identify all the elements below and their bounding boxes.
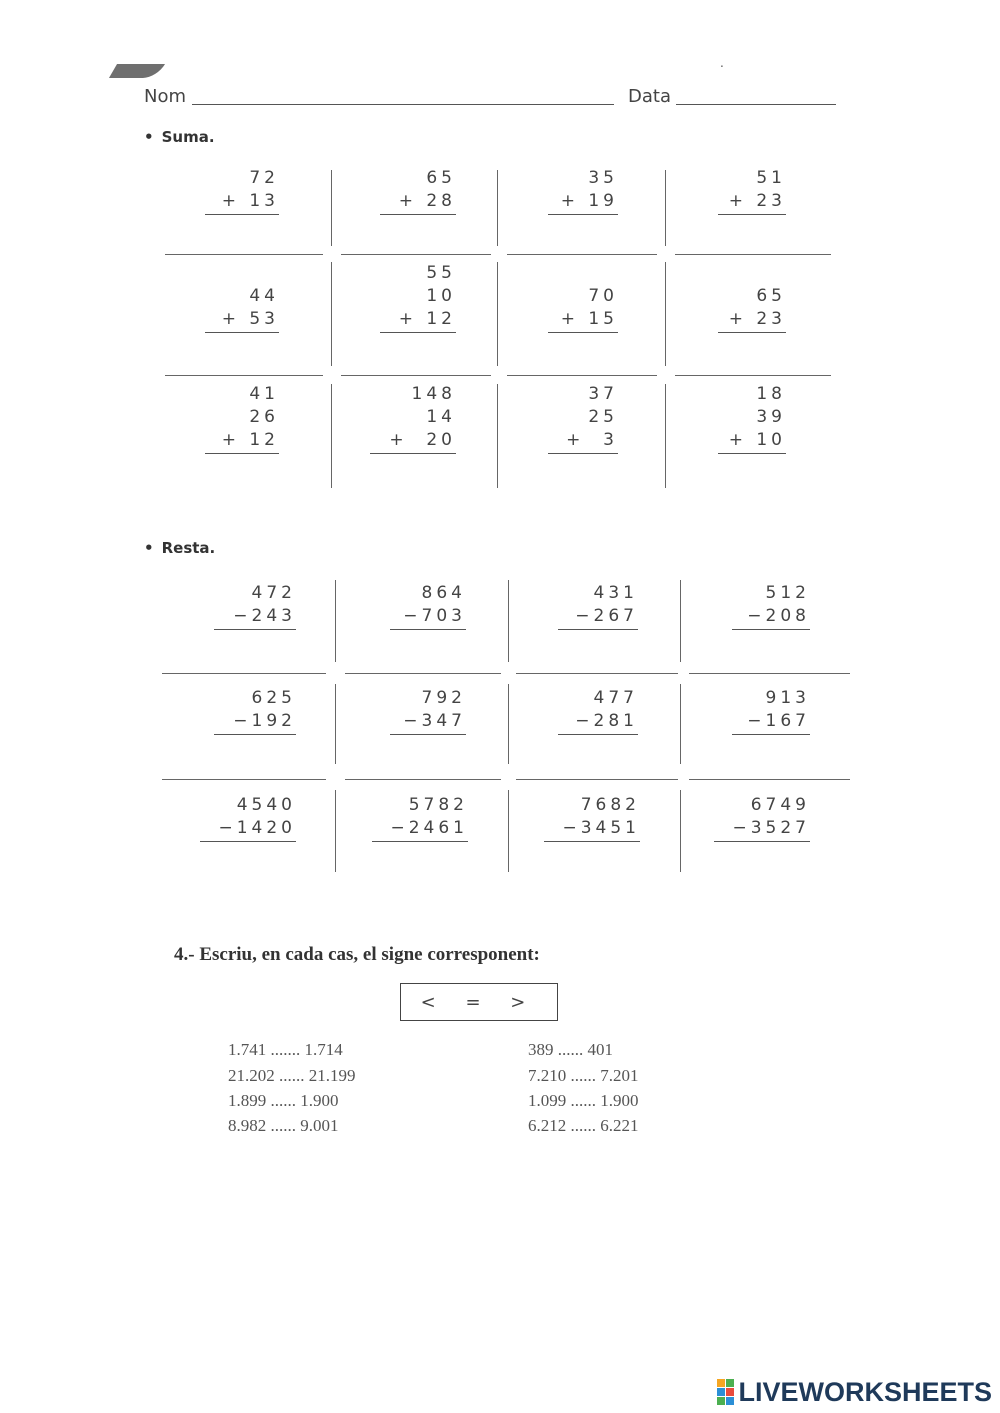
grid-vertical-line [497,170,498,246]
grid-horizontal-line [341,375,491,376]
date-label: Data [628,86,671,107]
logo-blocks-icon [717,1379,734,1405]
grid-horizontal-line [345,673,501,674]
operand: 512 [765,583,810,603]
grid-vertical-line [508,684,509,764]
comparison-6[interactable]: 7.210 ...... 7.201 [528,1066,639,1085]
operand: 39 [756,407,786,427]
answer-field[interactable] [380,215,456,239]
suma-operation [548,168,618,239]
grid-horizontal-line [516,779,678,780]
comparison-1[interactable]: 1.741 ....... 1.714 [228,1040,343,1059]
operand: 792 [421,688,466,708]
suma-operation [718,168,786,239]
grid-vertical-line [665,262,666,366]
answer-field[interactable] [372,842,468,866]
operand: 5782 [408,795,468,815]
answer-field[interactable] [544,842,640,866]
answer-field[interactable] [718,215,786,239]
grid-horizontal-line [162,673,326,674]
operand-with-sign: + 53 [205,309,279,333]
operand-with-sign: + 12 [380,309,456,333]
operand: 431 [593,583,638,603]
operand-with-sign: + 20 [370,430,456,454]
grid-vertical-line [508,790,509,872]
answer-field[interactable] [214,630,296,654]
operand-with-sign: −243 [214,606,296,630]
operand: 35 [588,168,618,188]
grid-horizontal-line [689,673,850,674]
grid-vertical-line [680,790,681,872]
operand-with-sign: + 19 [548,191,618,215]
suma-operation [205,168,279,239]
answer-field[interactable] [548,333,618,357]
grid-horizontal-line [675,375,831,376]
suma-operation [380,263,456,357]
answer-field[interactable] [732,630,810,654]
suma-operation [380,168,456,239]
grid-horizontal-line [689,779,850,780]
suma-operation [205,384,279,478]
operand-with-sign: + 23 [718,191,786,215]
operand: 864 [421,583,466,603]
operand: 472 [251,583,296,603]
answer-field[interactable] [380,333,456,357]
operand: 625 [251,688,296,708]
liveworksheets-logo[interactable] [717,1377,992,1407]
operand: 65 [426,168,456,188]
answer-field[interactable] [548,454,618,478]
resta-operation [714,795,810,866]
resta-operation [214,583,296,654]
answer-field[interactable] [205,454,279,478]
grid-vertical-line [335,684,336,764]
name-label: Nom [144,86,187,107]
answer-field[interactable] [558,735,638,759]
operand-with-sign: + 13 [205,191,279,215]
operand: 41 [249,384,279,404]
grid-horizontal-line [162,779,326,780]
grid-horizontal-line [516,673,678,674]
operand: 4540 [236,795,296,815]
suma-bullet: • [144,128,154,146]
comparison-4[interactable]: 8.982 ...... 9.001 [228,1116,339,1135]
operand: 148 [411,384,456,404]
resta-title [144,539,215,557]
operand: 10 [426,286,456,306]
operand: 37 [588,384,618,404]
grid-vertical-line [497,384,498,488]
operand-with-sign: + 3 [548,430,618,454]
operand-with-sign: −1420 [200,818,296,842]
grid-vertical-line [680,580,681,662]
name-input-line[interactable] [192,104,614,105]
operand-with-sign: −192 [214,711,296,735]
answer-field[interactable] [205,333,279,357]
answer-field[interactable] [714,842,810,866]
operand: 913 [765,688,810,708]
suma-operation [548,384,618,478]
operand-with-sign: −267 [558,606,638,630]
grid-horizontal-line [507,254,657,255]
operand-with-sign: −281 [558,711,638,735]
answer-field[interactable] [390,630,466,654]
comparison-5[interactable]: 389 ...... 401 [528,1040,613,1059]
resta-bullet: • [144,539,154,557]
operand: 26 [249,407,279,427]
operand: 6749 [750,795,810,815]
answer-field[interactable] [718,454,786,478]
operand: 25 [588,407,618,427]
operand: 65 [756,286,786,306]
grid-vertical-line [331,170,332,246]
operand-with-sign: −208 [732,606,810,630]
suma-operation [718,384,786,478]
grid-vertical-line [665,384,666,488]
grid-vertical-line [508,580,509,662]
resta-operation [558,583,638,654]
operand: 477 [593,688,638,708]
operand-with-sign: −703 [390,606,466,630]
resta-operation [390,583,466,654]
answer-field[interactable] [718,333,786,357]
operand-with-sign: −3527 [714,818,810,842]
resta-operation [200,795,296,866]
resta-operation [372,795,468,866]
operand: 14 [426,407,456,427]
grid-horizontal-line [165,254,323,255]
grid-vertical-line [335,790,336,872]
grid-horizontal-line [341,254,491,255]
operand-with-sign: −3451 [544,818,640,842]
suma-title [144,128,215,146]
operand: 44 [249,286,279,306]
header-tick: . [720,56,724,70]
comparison-2[interactable]: 21.202 ...... 21.199 [228,1066,356,1085]
grid-vertical-line [335,580,336,662]
suma-title-text: Suma. [161,128,215,146]
answer-field[interactable] [205,215,279,239]
resta-operation [732,688,810,759]
suma-operation [205,286,279,357]
grid-vertical-line [331,262,332,366]
grid-horizontal-line [675,254,831,255]
resta-operation [732,583,810,654]
operand-with-sign: + 28 [380,191,456,215]
resta-operation [390,688,466,759]
grid-horizontal-line [165,375,323,376]
answer-field[interactable] [390,735,466,759]
operand-with-sign: + 10 [718,430,786,454]
suma-operation [718,286,786,357]
exercise4-title: 4.- Escriu, en cada cas, el signe corresponent: [174,944,540,965]
operand-with-sign: −347 [390,711,466,735]
grid-horizontal-line [345,779,501,780]
operand: 72 [249,168,279,188]
answer-field[interactable] [732,735,810,759]
date-input-line[interactable] [676,104,836,105]
resta-operation [214,688,296,759]
grid-vertical-line [497,262,498,366]
operand: 18 [756,384,786,404]
answer-field[interactable] [370,454,456,478]
answer-field[interactable] [548,215,618,239]
resta-title-text: Resta. [161,539,216,557]
answer-field[interactable] [200,842,296,866]
logo-text: LIVEWORKSHEETS [738,1376,992,1407]
signs-box: < = > [400,983,558,1021]
corner-decoration [109,64,165,78]
suma-operation [370,384,456,478]
comparison-8[interactable]: 6.212 ...... 6.221 [528,1116,639,1135]
operand-with-sign: + 23 [718,309,786,333]
suma-operation [548,286,618,357]
grid-vertical-line [331,384,332,488]
grid-vertical-line [680,684,681,764]
grid-vertical-line [665,170,666,246]
operand: 55 [426,263,456,283]
operand-with-sign: −2461 [372,818,468,842]
operand: 51 [756,168,786,188]
answer-field[interactable] [214,735,296,759]
answer-field[interactable] [558,630,638,654]
operand: 70 [588,286,618,306]
operand-with-sign: + 12 [205,430,279,454]
operand: 7682 [580,795,640,815]
comparison-7[interactable]: 1.099 ...... 1.900 [528,1091,639,1110]
grid-horizontal-line [507,375,657,376]
operand-with-sign: −167 [732,711,810,735]
resta-operation [558,688,638,759]
resta-operation [544,795,640,866]
header-row [144,86,844,110]
comparison-3[interactable]: 1.899 ...... 1.900 [228,1091,339,1110]
operand-with-sign: + 15 [548,309,618,333]
